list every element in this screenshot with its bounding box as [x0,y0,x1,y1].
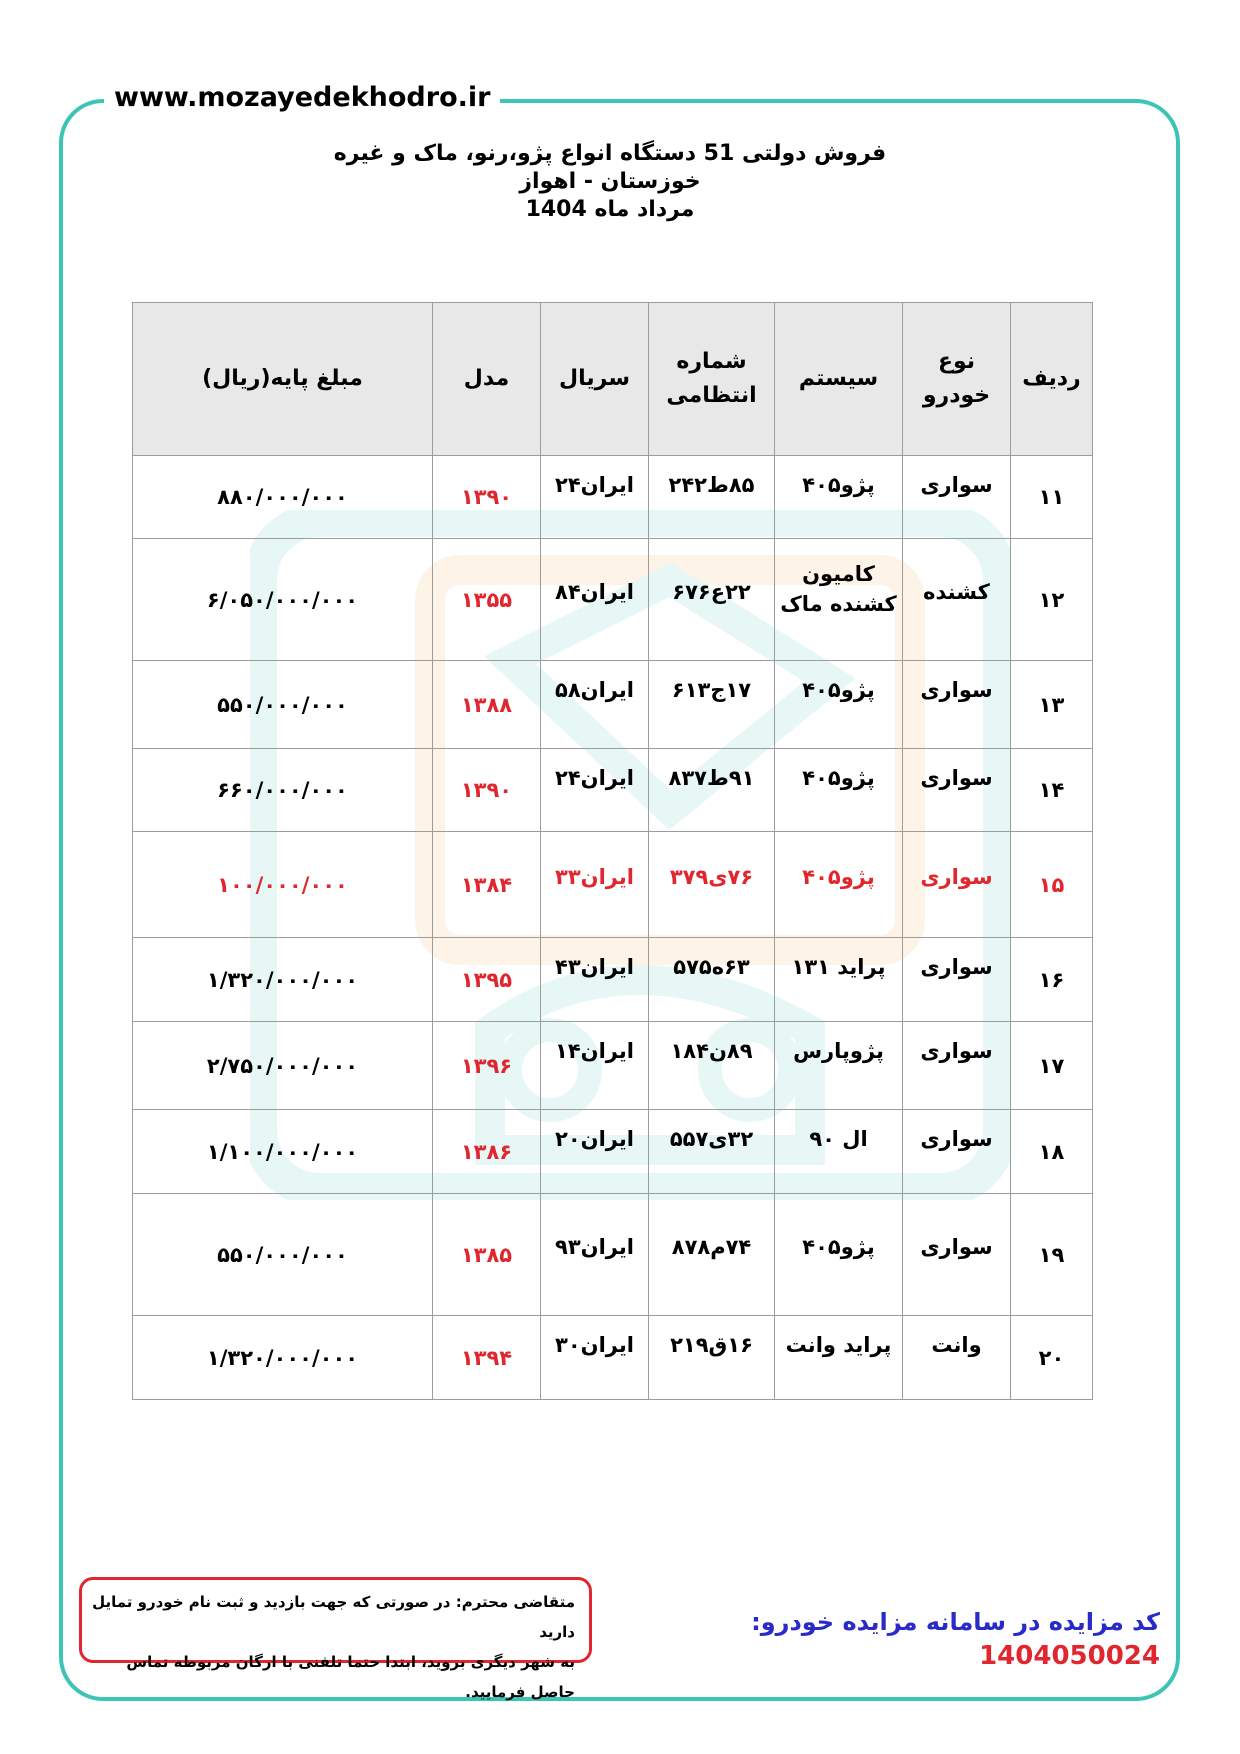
cell-price: ۸۸۰/۰۰۰/۰۰۰ [133,456,433,539]
cell-price: ۱۰۰/۰۰۰/۰۰۰ [133,832,433,938]
document-title [300,140,920,224]
title-line-2: خوزستان - اهواز [519,169,701,194]
table-row [133,456,1093,539]
cell-model: ۱۳۹۴ [433,1316,541,1400]
header-serial: سریال [541,303,649,456]
table-row [133,749,1093,832]
notice-line-1: متقاضی محترم: در صورتی که جهت بازدید و ثبت نام خودرو تمایل دارید [92,1593,575,1641]
auction-code [640,1605,1160,1673]
auction-code-value: 1404050024 [979,1641,1160,1671]
cell-plate: ۳۲ی۵۵۷ [649,1110,775,1194]
header-system: سیستم [775,303,903,456]
table-row [133,539,1093,661]
cell-type: وانت [903,1316,1011,1400]
cell-type: سواری [903,1022,1011,1110]
cell-type: سواری [903,1194,1011,1316]
title-line-3: مرداد ماه 1404 [525,197,695,222]
cell-row: ۱۷ [1011,1022,1093,1110]
cell-serial: ایران۹۳ [541,1194,649,1316]
vehicles-table [132,302,1093,1400]
table-row-highlighted [133,832,1093,938]
cell-row: ۱۹ [1011,1194,1093,1316]
cell-system: پژو۴۰۵ [775,661,903,749]
header-model: مدل [433,303,541,456]
cell-serial: ایران۲۴ [541,749,649,832]
table-row [133,1316,1093,1400]
cell-price: ۶/۰۵۰/۰۰۰/۰۰۰ [133,539,433,661]
cell-plate: ۲۲ع۶۷۶ [649,539,775,661]
cell-price: ۵۵۰/۰۰۰/۰۰۰ [133,661,433,749]
cell-serial: ایران۸۴ [541,539,649,661]
cell-plate: ۸۵ط۲۴۲ [649,456,775,539]
cell-plate: ۹۱ط۸۳۷ [649,749,775,832]
cell-serial: ایران۳۳ [541,832,649,938]
table-row [133,1110,1093,1194]
cell-serial: ایران۳۰ [541,1316,649,1400]
cell-type: سواری [903,938,1011,1022]
cell-row: ۱۴ [1011,749,1093,832]
cell-plate: ۶۳ه۵۷۵ [649,938,775,1022]
header-vehicle-type: نوع خودرو [903,303,1011,456]
cell-row: ۱۸ [1011,1110,1093,1194]
cell-model: ۱۳۹۰ [433,749,541,832]
cell-price: ۲/۷۵۰/۰۰۰/۰۰۰ [133,1022,433,1110]
cell-serial: ایران۲۴ [541,456,649,539]
cell-row: ۱۲ [1011,539,1093,661]
applicant-notice-box [79,1577,592,1701]
cell-row: ۱۵ [1011,832,1093,938]
header-row-number: ردیف [1011,303,1093,456]
notice-line-2: به شهر دیگری بروید، ابتدا حتما تلفنی با ارگان مربوطه تماس حاصل فرمایید. [126,1653,575,1701]
cell-serial: ایران۴۳ [541,938,649,1022]
cell-model: ۱۳۹۶ [433,1022,541,1110]
cell-price: ۶۶۰/۰۰۰/۰۰۰ [133,749,433,832]
cell-serial: ایران۱۴ [541,1022,649,1110]
cell-row: ۲۰ [1011,1316,1093,1400]
cell-system: پژو۴۰۵ [775,1194,903,1316]
cell-system: پژو۴۰۵ [775,749,903,832]
cell-price: ۵۵۰/۰۰۰/۰۰۰ [133,1194,433,1316]
cell-system: پراید وانت [775,1316,903,1400]
cell-model: ۱۳۸۶ [433,1110,541,1194]
cell-price: ۱/۱۰۰/۰۰۰/۰۰۰ [133,1110,433,1194]
cell-type: سواری [903,661,1011,749]
cell-type: سواری [903,1110,1011,1194]
cell-system: کامیون کشنده ماک [775,539,903,661]
cell-type: سواری [903,456,1011,539]
cell-system: پراید ۱۳۱ [775,938,903,1022]
cell-model: ۱۳۹۰ [433,456,541,539]
cell-system: پژو۴۰۵ [775,456,903,539]
cell-type: کشنده [903,539,1011,661]
site-url[interactable]: www.mozayedekhodro.ir [104,80,500,116]
cell-model: ۱۳۵۵ [433,539,541,661]
cell-row: ۱۳ [1011,661,1093,749]
cell-plate: ۷۶ی۳۷۹ [649,832,775,938]
cell-system: ال ۹۰ [775,1110,903,1194]
cell-price: ۱/۳۲۰/۰۰۰/۰۰۰ [133,1316,433,1400]
table-row [133,1022,1093,1110]
table-row [133,1194,1093,1316]
cell-row: ۱۶ [1011,938,1093,1022]
cell-serial: ایران۵۸ [541,661,649,749]
cell-model: ۱۳۸۵ [433,1194,541,1316]
cell-price: ۱/۳۲۰/۰۰۰/۰۰۰ [133,938,433,1022]
cell-model: ۱۳۸۴ [433,832,541,938]
header-plate: شماره انتظامی [649,303,775,456]
title-line-1: فروش دولتی 51 دستگاه انواع پژو،رنو، ماک و غیره [333,141,887,166]
table-header-row [133,303,1093,456]
auction-code-label: کد مزایده در سامانه مزایده خودرو: [751,1608,1160,1636]
cell-row: ۱۱ [1011,456,1093,539]
table-row [133,661,1093,749]
cell-model: ۱۳۸۸ [433,661,541,749]
cell-plate: ۷۴م۸۷۸ [649,1194,775,1316]
cell-type: سواری [903,832,1011,938]
table-row [133,938,1093,1022]
header-base-price: مبلغ پایه(ریال) [133,303,433,456]
cell-model: ۱۳۹۵ [433,938,541,1022]
cell-system: پژو۴۰۵ [775,832,903,938]
cell-system: پژوپارس [775,1022,903,1110]
cell-serial: ایران۲۰ [541,1110,649,1194]
cell-plate: ۱۷ج۶۱۳ [649,661,775,749]
cell-plate: ۸۹ن۱۸۴ [649,1022,775,1110]
cell-type: سواری [903,749,1011,832]
cell-plate: ۱۶ق۲۱۹ [649,1316,775,1400]
